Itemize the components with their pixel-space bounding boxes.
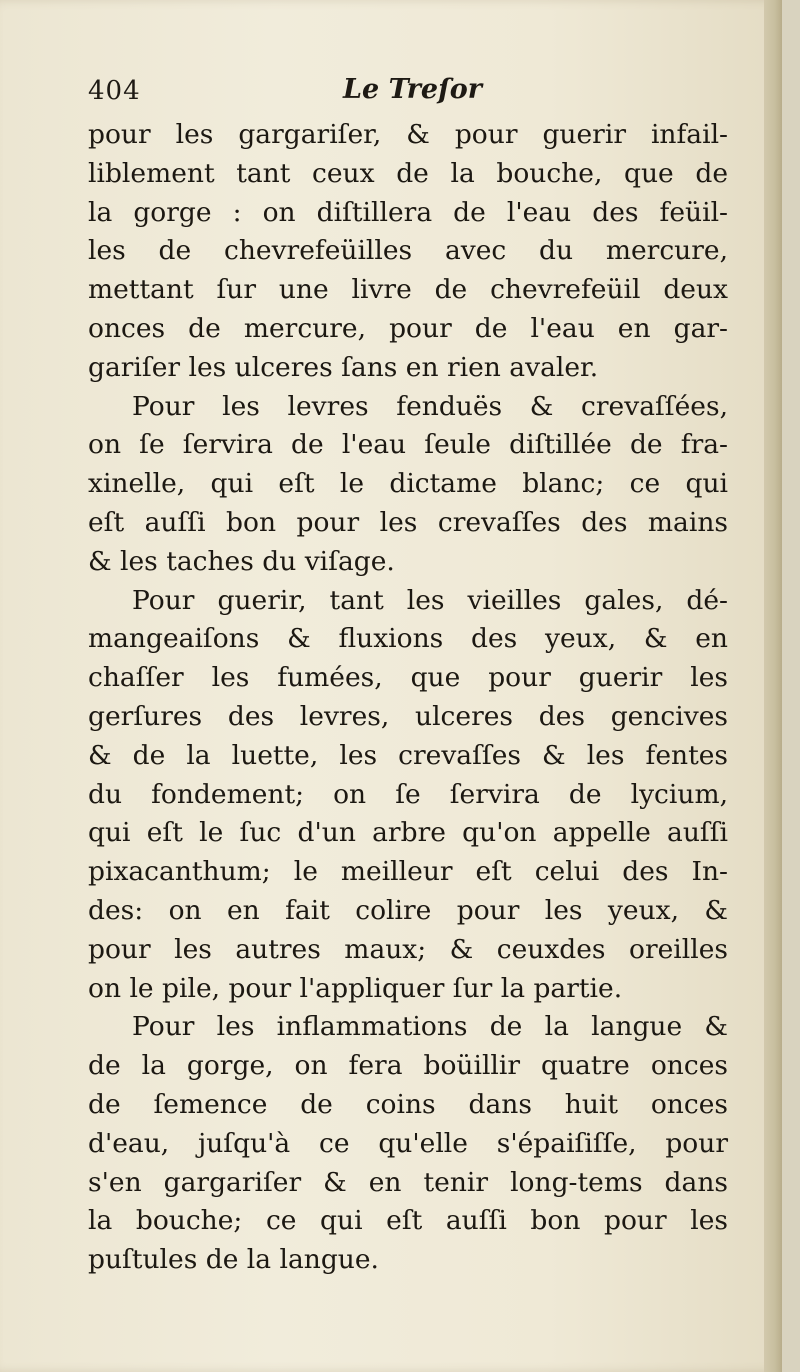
text-line: d'eau, juſqu'à ce qu'elle s'épaiſiſſe, pour [88,1127,728,1159]
text-line: gariſer les ulceres ſans en rien avaler. [88,351,599,383]
text-line: la gorge : on diſtillera de l'eau des feüil- [88,196,728,228]
text-line: onces de mercure, pour de l'eau en gar- [88,312,728,344]
text-line: Pour guerir, tant les vieilles gales, dé- [132,584,728,616]
text-line: des: on en fait colire pour les yeux, & [88,894,728,926]
text-line: pour les autres maux; & ceuxdes oreilles [88,933,728,965]
text-line: de ſemence de coins dans huit onces [88,1088,728,1120]
text-line: Pour les levres fenduës & crevaſſées, [132,390,728,422]
text-line: mettant ſur une livre de chevrefeüil deux [88,274,728,306]
text-line: & de la luette, les crevaſſes & les fentes [88,739,728,771]
text-line: xinelle, qui eſt le dictame blanc; ce qui [88,468,728,500]
text-line: on ſe ſervira de l'eau ſeule diſtillée de fra- [88,429,728,461]
page-number: 404 [88,76,141,106]
text-line: eſt auſſi bon pour les crevaſſes des mains [88,506,728,538]
text-line: liblement tant ceux de la bouche, que de [88,157,728,189]
text-line: pixacanthum; le meilleur eſt celui des In- [88,856,728,888]
text-line: du fondement; on ſe ſervira de lycium, [88,778,728,810]
text-line: qui eſt le ſuc d'un arbre qu'on appelle auſſi [88,817,728,849]
text-line: s'en gargariſer & en tenir long-tems dans [88,1166,728,1198]
text-line: mangeaiſons & fluxions des yeux, & en [88,623,728,655]
page-header [88,72,708,112]
text-line: chaſſer les fumées, que pour guerir les [88,662,728,694]
body-text [88,116,728,1280]
running-title: Le Treſor [343,74,482,105]
text-line: puſtules de la langue. [88,1244,379,1276]
page-edge [764,0,782,1372]
text-line: la bouche; ce qui eſt auſſi bon pour les [88,1205,728,1237]
text-line: on le pile, pour l'appliquer ſur la partie. [88,972,623,1004]
text-line: Pour les inflammations de la langue & [132,1011,728,1043]
text-line: & les taches du viſage. [88,545,395,577]
text-line: gerſures des levres, ulceres des gencives [88,700,728,732]
text-line: de la gorge, on fera boüillir quatre onces [88,1050,728,1082]
text-line: les de chevrefeüilles avec du mercure, [88,235,728,267]
text-line: pour les gargariſer, & pour guerir infail- [88,119,728,150]
